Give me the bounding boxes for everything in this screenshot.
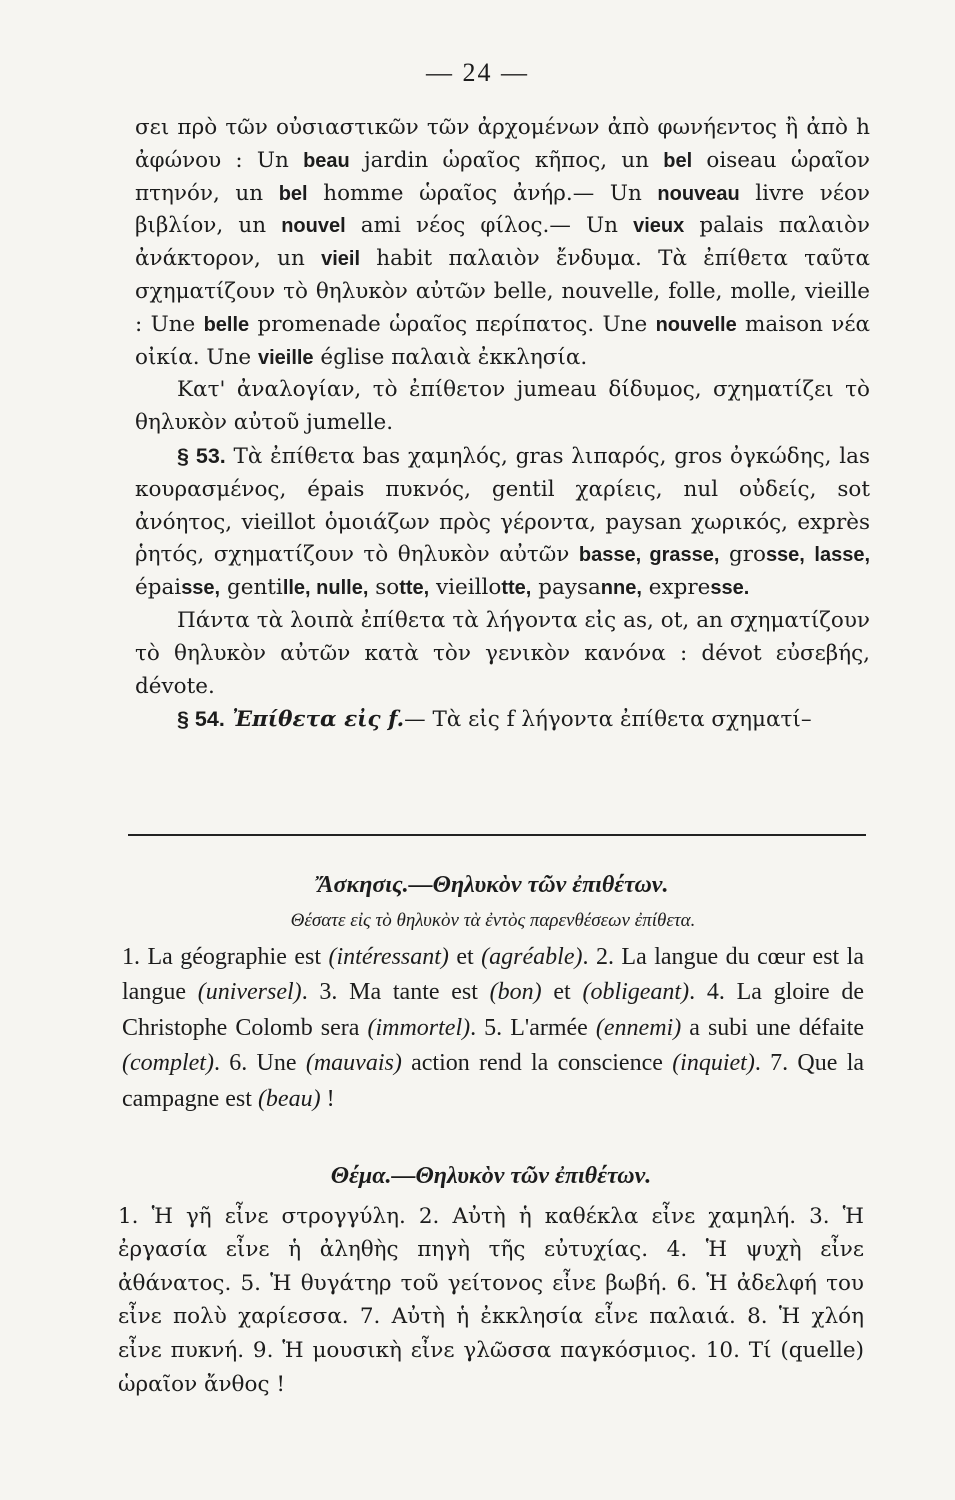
- adjective: (bon): [489, 979, 542, 1005]
- theme-sentences: 1. Ἡ γῆ εἶνε στρογγύλη. 2. Αὐτὴ ἡ καθέκλα εἶνε χαμηλή. 3. Ἡ ἐργασία εἶνε ἡ ἀληθὴς πηγὴ τῆς εὐτυχίας. 4. Ἡ ψυχὴ εἶνε ἀθάνατος. 5. Ἡ θυγάτηρ τοῦ γείτονος εἶνε βωβή. 6. Ἡ ἀδελφή του εἶνε πολὺ χαρίεσσα. 7. Αὐτὴ ἡ ἐκκλησία εἶνε παλαιά. 8. Ἡ χλόη εἶνε πυκνή. 9. Ἡ μουσικὴ εἶνε γλῶσσα παγκόσμιος. 10. Τί (quelle) ὡραῖον ἄνθος !: [118, 1203, 864, 1397]
- adjective: (beau): [257, 1085, 321, 1112]
- text-run: paysa: [531, 575, 601, 601]
- bold-word: sse,: [181, 577, 221, 600]
- text-run: a subi une défaite: [681, 1014, 864, 1041]
- bold-word: lasse,: [814, 544, 871, 567]
- text-run: action rend la conscience: [401, 1050, 673, 1076]
- text-run: 1. La géographie est: [122, 943, 329, 970]
- bold-word: bel: [278, 182, 308, 205]
- bold-word: beau: [303, 149, 350, 172]
- text-run: homme ὡραῖος ἀνήρ.— Un: [307, 180, 658, 206]
- bold-word: lle, nulle,: [282, 577, 369, 600]
- section-number: § 53.: [177, 443, 226, 468]
- text-run: et: [448, 943, 482, 970]
- bold-word: tte,: [399, 577, 430, 600]
- text-run: vieillo: [429, 575, 502, 601]
- text-run: . 2. La langue du cœur est la langue: [122, 943, 865, 1005]
- bold-word: tte,: [501, 577, 532, 600]
- text-run: et: [541, 979, 583, 1005]
- text-run: . 6. Une: [213, 1050, 306, 1076]
- divider-rule: [128, 834, 866, 836]
- theme-title: Θέμα.—Θηλυκὸν τῶν ἐπιθέτων.: [330, 1163, 652, 1189]
- text-run: . 5. L'armée: [470, 1014, 596, 1041]
- bold-word: nne,: [600, 577, 642, 600]
- bold-word: belle: [203, 313, 250, 336]
- text-run: livre νέον βιβλίον, un: [135, 180, 870, 239]
- bold-word: basse, grasse,: [578, 544, 720, 567]
- text-run: σει πρὸ τῶν οὐσιαστικῶν τῶν ἀρχομένων ἀπὸ φωνήεντος ἢ ἀπὸ h ἀφώνου : Un: [135, 115, 870, 173]
- bold-word: nouveau: [657, 182, 740, 205]
- text-run: gro: [719, 542, 766, 568]
- adjective: (complet): [122, 1050, 214, 1076]
- adjective: (obligeant): [582, 979, 690, 1005]
- page-number: — 24 —: [426, 58, 529, 87]
- text-run: . 3. Ma tante est: [301, 979, 490, 1005]
- paragraph-other-adjectives: Πάντα τὰ λοιπὰ ἐπίθετα τὰ λήγοντα εἰς as, ot, an σχηματίζουν τὸ θηλυκὸν αὐτῶν κατὰ τὸν γενικὸν κανόνα : dévot εὐσεβής, dévote.: [135, 607, 870, 699]
- text-run: [805, 542, 815, 567]
- exercise-block: [122, 868, 864, 1117]
- bold-word: vieille: [257, 346, 314, 369]
- text-run: habit παλαιὸν ἔνδυμα. Τὰ ἐπίθετα ταῦτα σχηματίζουν τὸ θηλυκὸν αὐτῶν belle, nouvelle, folle, molle, vieille : Une: [135, 246, 871, 337]
- text-run: so: [368, 575, 400, 601]
- text-run: . 4. La gloire de Christophe Colomb sera: [122, 979, 864, 1041]
- main-text: [135, 112, 870, 737]
- bold-word: vieil: [321, 248, 360, 271]
- text-run: oiseau ὡραῖον πτηνόν, un: [135, 147, 870, 206]
- section-number: § 54.: [177, 707, 225, 732]
- text-run: palais παλαιὸν ἀνάκτορον, un: [135, 213, 871, 272]
- adjective: (intéressant): [328, 943, 449, 970]
- paragraph-beau-bel: [135, 112, 870, 374]
- text-run: Τὰ ἐπίθετα bas χαμηλός, gras λιπαρός, gros ὀγκώδης, las κουρασμένος, épais πυκνός, gentil χαρίεις, nul οὐδείς, sot ἀνόητος, vieillot ὁμοιάζων πρὸς γέροντα, paysan χωρικός, exprès ῥητός, σχηματίζουν τὸ θηλυκὸν αὐτῶν: [135, 443, 870, 568]
- text-run: — Τὰ εἰς f λήγοντα ἐπίθετα σχηματί–: [404, 707, 812, 733]
- bold-word: bel: [663, 149, 693, 172]
- bold-word: nouvelle: [655, 313, 737, 336]
- exercise-sentences: [122, 940, 864, 1118]
- text-run: promenade ὡραῖος περίπατος. Une: [249, 311, 656, 337]
- adjective: (universel): [197, 979, 302, 1005]
- text-run: jardin ὡραῖος κῆπος, un: [349, 147, 664, 173]
- bold-word: vieux: [633, 215, 685, 238]
- text-run: épai: [135, 575, 182, 601]
- text-run: maison νέα οἰκία. Une: [135, 311, 870, 370]
- adjective: (immortel): [367, 1014, 471, 1041]
- section-heading: Ἐπίθετα εἰς f.: [224, 707, 405, 733]
- text-run: . 7. Que la campagne est: [122, 1050, 865, 1112]
- section-53: [135, 440, 870, 605]
- theme-block: [118, 1160, 864, 1401]
- bold-word: sse.: [710, 577, 750, 600]
- section-54: [135, 703, 870, 737]
- adjective: (agréable): [481, 943, 583, 970]
- text-run: expre: [641, 575, 711, 601]
- bold-word: nouvel: [281, 215, 346, 238]
- adjective: (inquiet): [672, 1050, 755, 1076]
- exercise-instruction: Θέσατε εἰς τὸ θηλυκὸν τὰ ἐντὸς παρενθέσεων ἐπίθετα.: [290, 909, 696, 931]
- text-run: !: [320, 1085, 335, 1112]
- bold-word: sse,: [765, 544, 805, 567]
- adjective: (mauvais): [305, 1050, 402, 1076]
- text-run: ami νέος φίλος.— Un: [345, 213, 634, 239]
- exercise-title: Ἄσκησις.—Θηλυκὸν τῶν ἐπιθέτων.: [317, 872, 669, 898]
- text-run: église παλαιὰ ἐκκλησία.: [313, 344, 588, 370]
- text-run: genti: [220, 575, 283, 601]
- adjective: (ennemi): [595, 1014, 682, 1041]
- paragraph-jumeau: Κατ' ἀναλογίαν, τὸ ἐπίθετον jumeau δίδυμος, σχηματίζει τὸ θηλυκὸν αὐτοῦ jumelle.: [135, 377, 870, 436]
